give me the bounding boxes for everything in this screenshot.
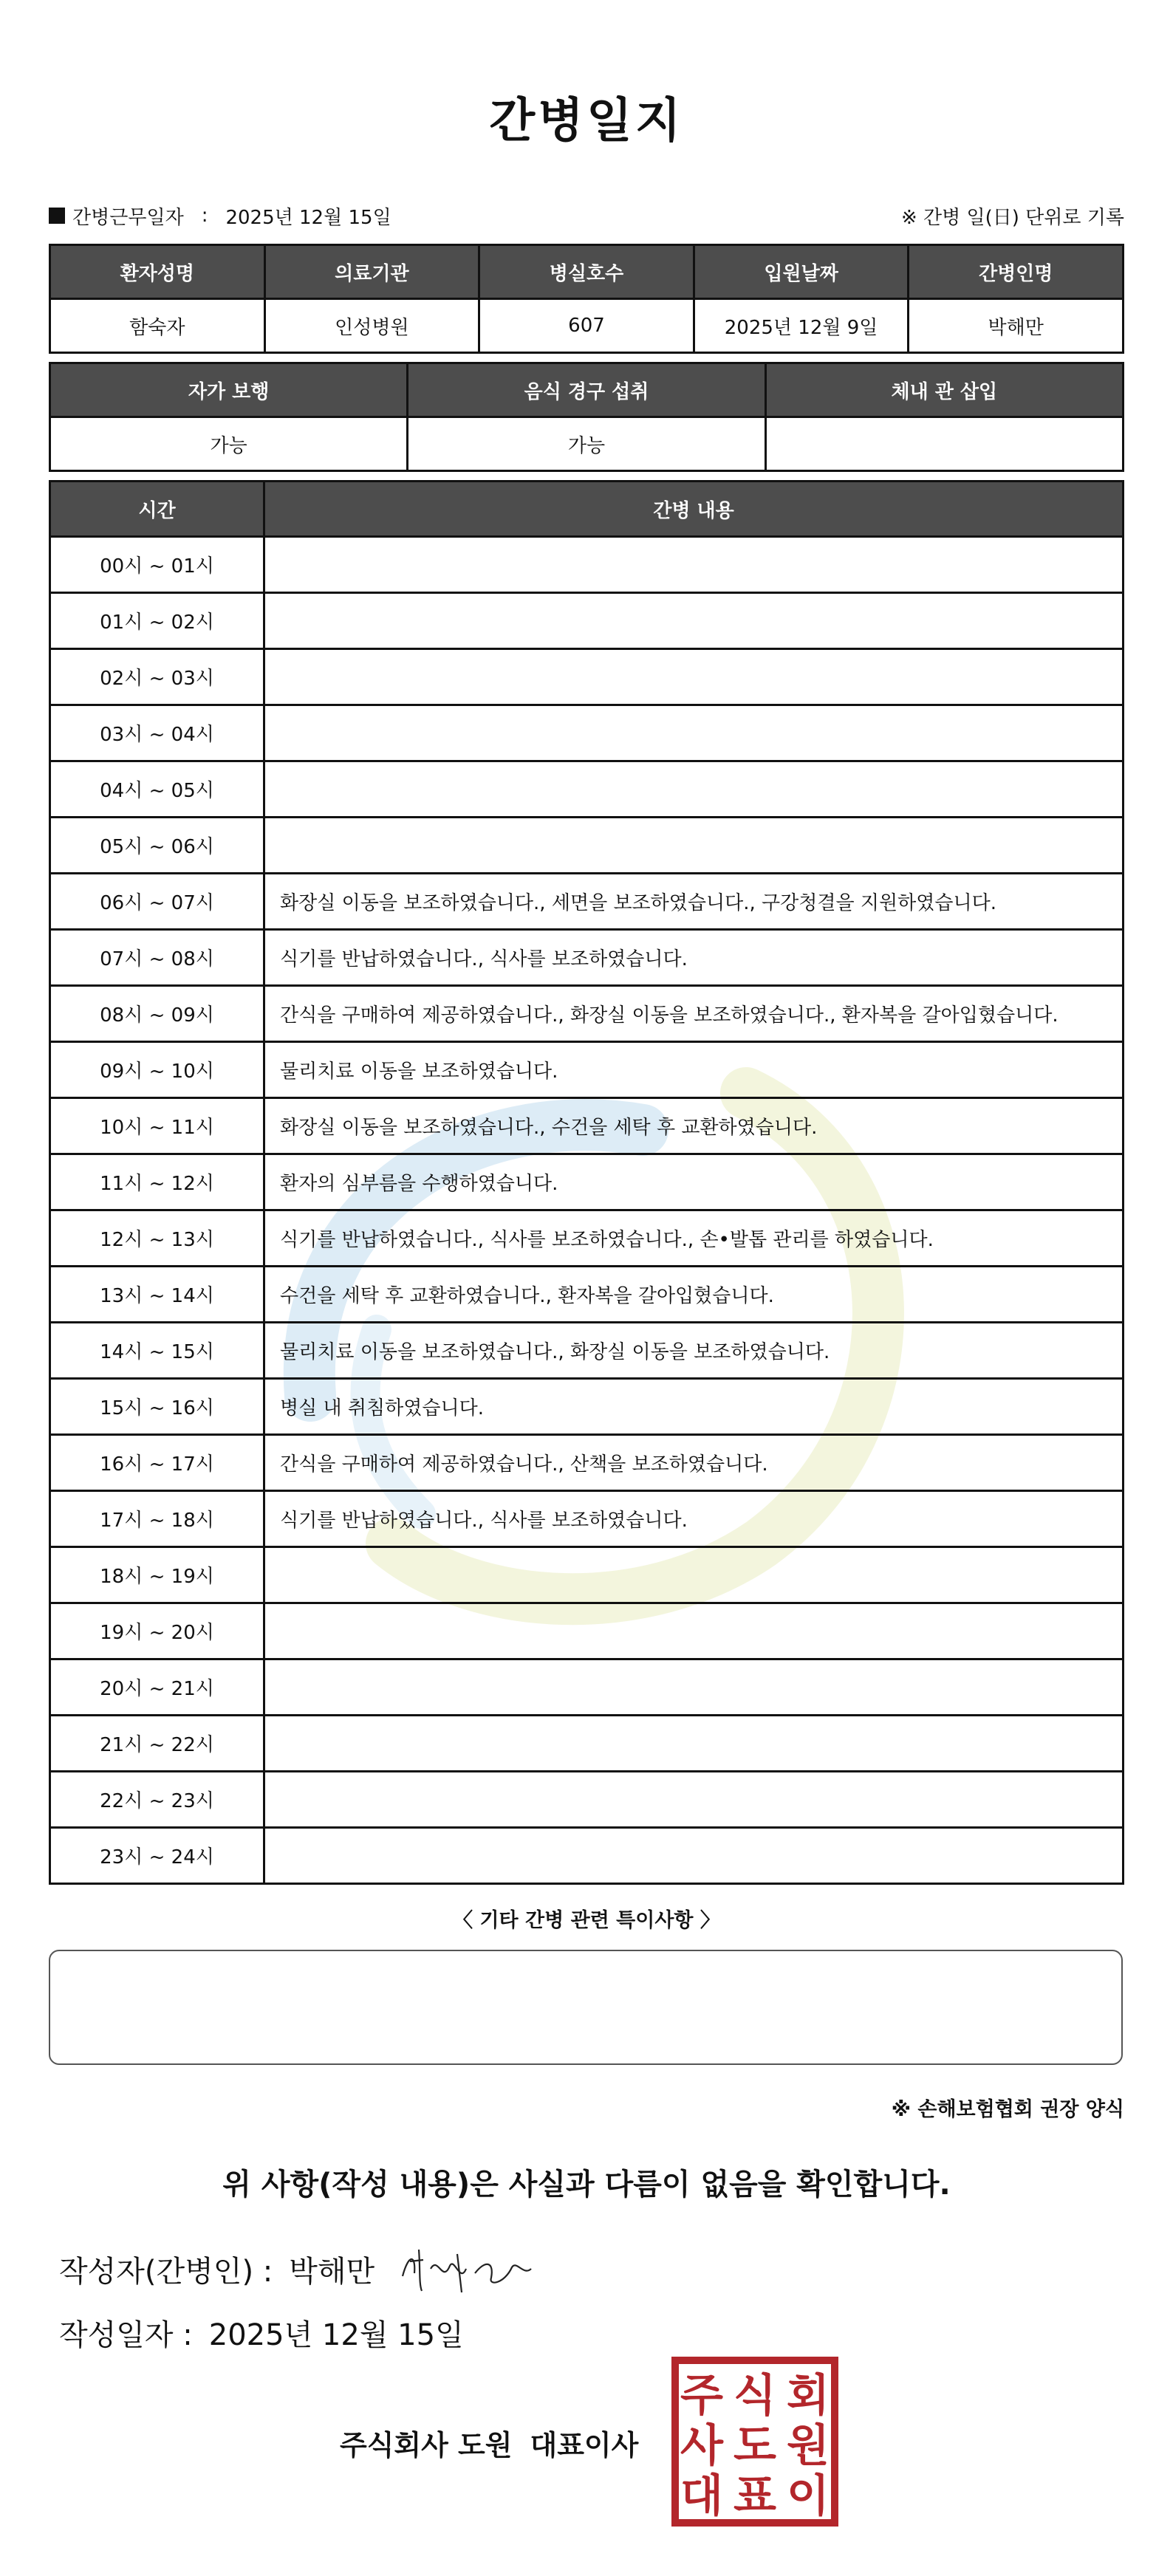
patient-ability-value-row: [50, 417, 1124, 471]
care-log-content: [264, 818, 1124, 874]
work-date-separator: :: [201, 205, 208, 227]
writer-row: [59, 2239, 541, 2298]
patient-ability-table: [49, 362, 1124, 472]
care-log-content: 식기를 반납하였습니다., 식사를 보조하였습니다.: [264, 1491, 1124, 1547]
care-log-row: [50, 649, 1124, 705]
caregiver-name-header: 간병인명: [909, 245, 1124, 299]
care-log-content: 수건을 세탁 후 교환하였습니다., 환자복을 갈아입혔습니다.: [264, 1267, 1124, 1323]
tube-insertion-header: 체내 관 삽입: [765, 363, 1123, 417]
care-log-time: 04시 ~ 05시: [50, 761, 264, 818]
care-log-row: [50, 818, 1124, 874]
care-log-time: 03시 ~ 04시: [50, 705, 264, 761]
caregiver-name-value: 박해만: [909, 299, 1124, 353]
care-log-time: 12시 ~ 13시: [50, 1210, 264, 1267]
care-log-content: [264, 1828, 1124, 1884]
care-log-content: 물리치료 이동을 보조하였습니다., 화장실 이동을 보조하였습니다.: [264, 1323, 1124, 1379]
care-log-content: [264, 1659, 1124, 1716]
care-log-content: 병실 내 취침하였습니다.: [264, 1379, 1124, 1435]
hospital-value: 인성병원: [264, 299, 479, 353]
written-date-row: [59, 2312, 464, 2354]
care-log-row: [50, 1491, 1124, 1547]
seal-glyph: 주: [680, 2370, 723, 2422]
care-log-row: [50, 1323, 1124, 1379]
care-content-header: 간병 내용: [264, 482, 1124, 537]
care-log-time: 10시 ~ 11시: [50, 1098, 264, 1154]
self-walking-value: 가능: [50, 417, 408, 471]
care-log-content: [264, 1603, 1124, 1659]
self-walking-header: 자가 보행: [50, 363, 408, 417]
work-date: [49, 202, 391, 230]
notes-box: [49, 1950, 1123, 2065]
care-log-row: [50, 1267, 1124, 1323]
company-seal-stamp: [671, 2356, 839, 2527]
care-log-content: [264, 1716, 1124, 1772]
care-log-time: 17시 ~ 18시: [50, 1491, 264, 1547]
company-row: [340, 2422, 638, 2463]
care-log-row: [50, 1603, 1124, 1659]
care-log-header-row: [50, 482, 1124, 537]
care-log-content: 식기를 반납하였습니다., 식사를 보조하였습니다.: [264, 930, 1124, 986]
page-title: 간병일지: [489, 94, 684, 148]
care-log-time: 13시 ~ 14시: [50, 1267, 264, 1323]
care-log-row: [50, 1042, 1124, 1098]
seal-glyph: 표: [733, 2470, 776, 2522]
care-log-time: 02시 ~ 03시: [50, 649, 264, 705]
care-log-time: 22시 ~ 23시: [50, 1772, 264, 1828]
care-log-row: [50, 1379, 1124, 1435]
care-log-table: [49, 480, 1124, 1885]
confirmation-statement: 위 사항(작성 내용)은 사실과 다름이 없음을 확인합니다.: [222, 2168, 951, 2202]
care-log-time: 11시 ~ 12시: [50, 1154, 264, 1210]
care-log-content: 화장실 이동을 보조하였습니다., 수건을 세탁 후 교환하였습니다.: [264, 1098, 1124, 1154]
care-log-row: [50, 537, 1124, 593]
seal-glyph: 도: [733, 2420, 776, 2472]
care-log-content: 화장실 이동을 보조하였습니다., 세면을 보조하였습니다., 구강청결을 지원하였습니다.: [264, 874, 1124, 930]
admission-date-header: 입원날짜: [694, 245, 909, 299]
care-log-row: [50, 1772, 1124, 1828]
oral-intake-header: 음식 경구 섭취: [408, 363, 765, 417]
recommend-note: ※ 손해보험협회 권장 양식: [891, 2098, 1124, 2121]
care-log-time: 16시 ~ 17시: [50, 1435, 264, 1491]
care-log-body: [50, 537, 1124, 1884]
seal-glyph: 식: [733, 2370, 776, 2422]
care-log-content: [264, 1547, 1124, 1603]
seal-glyph: 대: [680, 2470, 723, 2522]
written-date-value: 2025년 12월 15일: [208, 2318, 464, 2352]
care-log-row: [50, 593, 1124, 649]
care-log-time: 08시 ~ 09시: [50, 986, 264, 1042]
care-log-time: 15시 ~ 16시: [50, 1379, 264, 1435]
patient-info-header-row: [50, 245, 1124, 299]
patient-name-value: 함숙자: [50, 299, 265, 353]
care-log-time: 21시 ~ 22시: [50, 1716, 264, 1772]
care-log-time: 23시 ~ 24시: [50, 1828, 264, 1884]
seal-glyph: 이: [787, 2470, 830, 2522]
care-log-row: [50, 986, 1124, 1042]
writer-label: 작성자(간병인) :: [59, 2254, 273, 2289]
seal-glyph: 회: [787, 2370, 830, 2422]
care-log-row: [50, 930, 1124, 986]
tube-insertion-value: [765, 417, 1123, 471]
care-log-time: 09시 ~ 10시: [50, 1042, 264, 1098]
care-log-time: 00시 ~ 01시: [50, 537, 264, 593]
work-date-value: 2025년 12월 15일: [225, 206, 391, 229]
care-log-content: [264, 649, 1124, 705]
company-title: 대표이사: [530, 2429, 639, 2462]
care-log-time: 20시 ~ 21시: [50, 1659, 264, 1716]
care-log-row: [50, 705, 1124, 761]
care-log-row: [50, 874, 1124, 930]
work-date-label: 간병근무일자: [72, 206, 184, 229]
seal-glyph: 원: [787, 2420, 830, 2472]
signature-image: [394, 2239, 541, 2298]
care-log-time: 19시 ~ 20시: [50, 1603, 264, 1659]
patient-info-value-row: [50, 299, 1124, 353]
oral-intake-value: 가능: [408, 417, 765, 471]
care-log-time: 07시 ~ 08시: [50, 930, 264, 986]
care-log-row: [50, 1098, 1124, 1154]
care-log-row: [50, 1210, 1124, 1267]
care-log-time: 05시 ~ 06시: [50, 818, 264, 874]
care-log-content: 간식을 구매하여 제공하였습니다., 화장실 이동을 보조하였습니다., 환자복을 갈아입혔습니다.: [264, 986, 1124, 1042]
hospital-header: 의료기관: [264, 245, 479, 299]
care-log-content: 식기를 반납하였습니다., 식사를 보조하였습니다., 손•발톱 관리를 하였습니다.: [264, 1210, 1124, 1267]
patient-name-header: 환자성명: [50, 245, 265, 299]
care-log-time: 01시 ~ 02시: [50, 593, 264, 649]
care-log-row: [50, 1659, 1124, 1716]
care-log-time: 06시 ~ 07시: [50, 874, 264, 930]
care-log-row: [50, 1828, 1124, 1884]
care-log-row: [50, 761, 1124, 818]
care-log-time: 14시 ~ 15시: [50, 1323, 264, 1379]
care-log-content: 물리치료 이동을 보조하였습니다.: [264, 1042, 1124, 1098]
care-log-content: [264, 705, 1124, 761]
admission-date-value: 2025년 12월 9일: [694, 299, 909, 353]
care-log-row: [50, 1547, 1124, 1603]
room-number-value: 607: [479, 299, 694, 353]
work-date-row: [49, 201, 1124, 230]
patient-info-table: [49, 244, 1124, 354]
patient-ability-header-row: [50, 363, 1124, 417]
written-date-label: 작성일자 :: [59, 2318, 193, 2352]
room-number-header: 병실호수: [479, 245, 694, 299]
care-log-content: [264, 1772, 1124, 1828]
company-name: 주식회사 도원: [340, 2429, 513, 2462]
notes-title: 〈 기타 간병 관련 특이사항 〉: [453, 1909, 720, 1932]
care-log-row: [50, 1154, 1124, 1210]
care-log-time: 18시 ~ 19시: [50, 1547, 264, 1603]
care-log-row: [50, 1716, 1124, 1772]
time-header: 시간: [50, 482, 264, 537]
unit-note: ※ 간병 일(日) 단위로 기록: [900, 206, 1124, 229]
care-log-content: 간식을 구매하여 제공하였습니다., 산책을 보조하였습니다.: [264, 1435, 1124, 1491]
care-log-row: [50, 1435, 1124, 1491]
seal-glyph: 사: [680, 2420, 723, 2472]
writer-name: 박해만: [289, 2254, 375, 2289]
care-log-content: 환자의 심부름을 수행하였습니다.: [264, 1154, 1124, 1210]
care-log-content: [264, 761, 1124, 818]
care-log-content: [264, 537, 1124, 593]
square-bullet-icon: [49, 208, 65, 224]
care-log-content: [264, 593, 1124, 649]
